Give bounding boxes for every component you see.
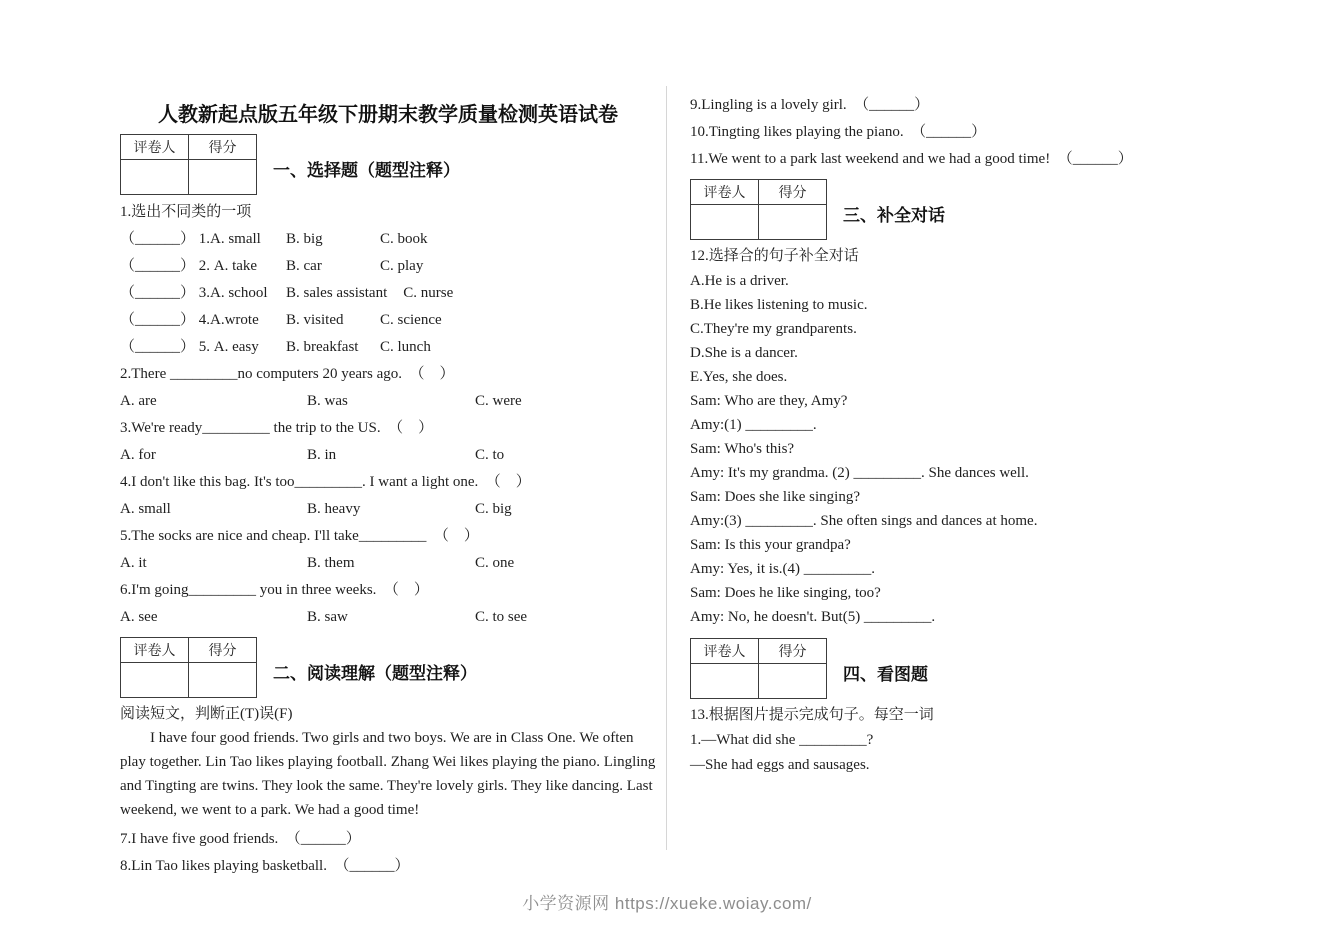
q5-options [120, 550, 656, 577]
grader-blank-cell [121, 663, 189, 698]
grader-blank-cell [691, 664, 759, 699]
q1-row-3 [120, 280, 656, 307]
q3-options [120, 442, 656, 469]
q13-sub-answer: —She had eggs and sausages. [690, 757, 870, 773]
q1-option-c: C. science [380, 312, 442, 328]
dialogue-line: Sam: Does she like singing? [690, 489, 860, 505]
q10-item: 10.Tingting likes playing the piano. （______） [690, 124, 987, 140]
option-c: C. to see [475, 609, 528, 625]
left-column [120, 98, 656, 880]
q1-option-b: B. car [286, 258, 322, 274]
reading-passage: I have four good friends. Two girls and two boys. We are in Class One. We often play together. Lin Tao likes playing football. Zhang Wei likes playing the piano. Lingling and Tingting are twins. They look the same. They're lovely girls. They like dancing. Last weekend, we went to a park. We had a good time! [120, 730, 656, 818]
q1-option-b: B. breakfast [286, 339, 359, 355]
score-table-3 [690, 179, 827, 240]
q6-options [120, 604, 656, 631]
section2-header [120, 637, 656, 698]
grader-label: 评卷人 [691, 639, 759, 664]
q1-answer-blank: （______） 1.A. small [120, 231, 261, 247]
q9-item: 9.Lingling is a lovely girl. （______） [690, 97, 930, 113]
grader-blank-cell [691, 205, 759, 240]
q1-option-b: B. visited [286, 312, 344, 328]
q1-answer-blank: （______） 2. A. take [120, 258, 258, 274]
q6-stem: 6.I'm going_________ you in three weeks. （ ） [120, 582, 429, 598]
option-a: A. it [120, 555, 147, 571]
score-blank-cell [189, 663, 257, 698]
q1-option-b: B. sales assistant [286, 285, 388, 301]
q1-row-1 [120, 226, 656, 253]
q4-stem: 4.I don't like this bag. It's too_________. I want a light one. （ ） [120, 474, 531, 490]
q2-options [120, 388, 656, 415]
dialogue-line: Amy: It's my grandma. (2) _________. She dances well. [690, 465, 1029, 481]
q1-row-4 [120, 307, 656, 334]
option-b: B. heavy [307, 501, 361, 517]
q1-answer-blank: （______） 3.A. school [120, 285, 268, 301]
section3-heading: 三、补全对话 [843, 206, 945, 225]
dialogue-line: Sam: Does he like singing, too? [690, 585, 881, 601]
score-table-1 [120, 134, 257, 195]
q13-stem: 13.根据图片提示完成句子。每空一词 [690, 707, 934, 723]
q1-option-c: C. lunch [380, 339, 431, 355]
option-c: C. big [475, 501, 512, 517]
grader-label: 评卷人 [691, 180, 759, 205]
section4-header [690, 638, 1218, 699]
option-c: C. were [475, 393, 522, 409]
option-a: A. are [120, 393, 157, 409]
score-blank-cell [189, 160, 257, 195]
q1-answer-blank: （______） 4.A.wrote [120, 312, 259, 328]
score-table-2 [120, 637, 257, 698]
section2-heading: 二、阅读理解（题型注释） [273, 664, 477, 683]
q12-choice-d: D.She is a dancer. [690, 345, 798, 361]
option-b: B. in [307, 447, 337, 463]
grader-label: 评卷人 [121, 135, 189, 160]
q5-stem: 5.The socks are nice and cheap. I'll take_________ （ ） [120, 528, 479, 544]
q2-stem: 2.There _________no computers 20 years ago. （ ） [120, 366, 455, 382]
option-a: A. small [120, 501, 171, 517]
dialogue-line: Sam: Who's this? [690, 441, 795, 457]
q13-sub-question: 1.—What did she _________? [690, 732, 874, 748]
score-label: 得分 [759, 180, 827, 205]
option-c: C. one [475, 555, 515, 571]
dialogue-line: Sam: Who are they, Amy? [690, 393, 848, 409]
section3-header [690, 179, 1218, 240]
q1-row-5 [120, 334, 656, 361]
q4-options [120, 496, 656, 523]
q7-item: 7.I have five good friends. （______） [120, 831, 361, 847]
dialogue-line: Amy:(3) _________. She often sings and dances at home. [690, 513, 1038, 529]
dialogue-line: Amy: Yes, it is.(4) _________. [690, 561, 876, 577]
q1-option-b: B. big [286, 231, 323, 247]
q11-item: 11.We went to a park last weekend and we had a good time! （______） [690, 151, 1133, 167]
dialogue-line: Sam: Is this your grandpa? [690, 537, 851, 553]
grader-label: 评卷人 [121, 638, 189, 663]
q12-stem: 12.选择合的句子补全对话 [690, 248, 859, 264]
score-table-4 [690, 638, 827, 699]
score-label: 得分 [189, 135, 257, 160]
dialogue-line: Amy:(1) _________. [690, 417, 817, 433]
score-label: 得分 [759, 639, 827, 664]
section4-heading: 四、看图题 [843, 665, 928, 684]
reading-instruction: 阅读短文，判断正(T)误(F) [120, 706, 293, 722]
option-a: A. see [120, 609, 158, 625]
q12-choice-c: C.They're my grandparents. [690, 321, 857, 337]
section1-heading: 一、选择题（题型注释） [273, 161, 460, 180]
option-a: A. for [120, 447, 156, 463]
grader-blank-cell [121, 160, 189, 195]
q1-answer-blank: （______） 5. A. easy [120, 339, 259, 355]
score-blank-cell [759, 664, 827, 699]
option-c: C. to [475, 447, 505, 463]
right-column [690, 92, 1218, 778]
footer-link[interactable]: 小学资源网 https://xueke.woiay.com/ [522, 894, 812, 913]
q1-option-c: C. book [380, 231, 428, 247]
score-blank-cell [759, 205, 827, 240]
q3-stem: 3.We're ready_________ the trip to the US. （ ） [120, 420, 434, 436]
dialogue-line: Amy: No, he doesn't. But(5) _________. [690, 609, 936, 625]
column-divider [666, 86, 667, 850]
q1-option-c: C. nurse [403, 285, 454, 301]
q12-choice-e: E.Yes, she does. [690, 369, 788, 385]
q12-choice-b: B.He likes listening to music. [690, 297, 868, 313]
q1-stem: 1.选出不同类的一项 [120, 204, 252, 220]
option-b: B. them [307, 555, 355, 571]
q12-choice-a: A.He is a driver. [690, 273, 789, 289]
score-label: 得分 [189, 638, 257, 663]
option-b: B. saw [307, 609, 348, 625]
q1-row-2 [120, 253, 656, 280]
section1-header [120, 134, 656, 195]
q1-option-c: C. play [380, 258, 424, 274]
page-title: 人教新起点版五年级下册期末教学质量检测英语试卷 [158, 104, 618, 126]
option-b: B. was [307, 393, 348, 409]
q8-item: 8.Lin Tao likes playing basketball. （______） [120, 858, 410, 874]
